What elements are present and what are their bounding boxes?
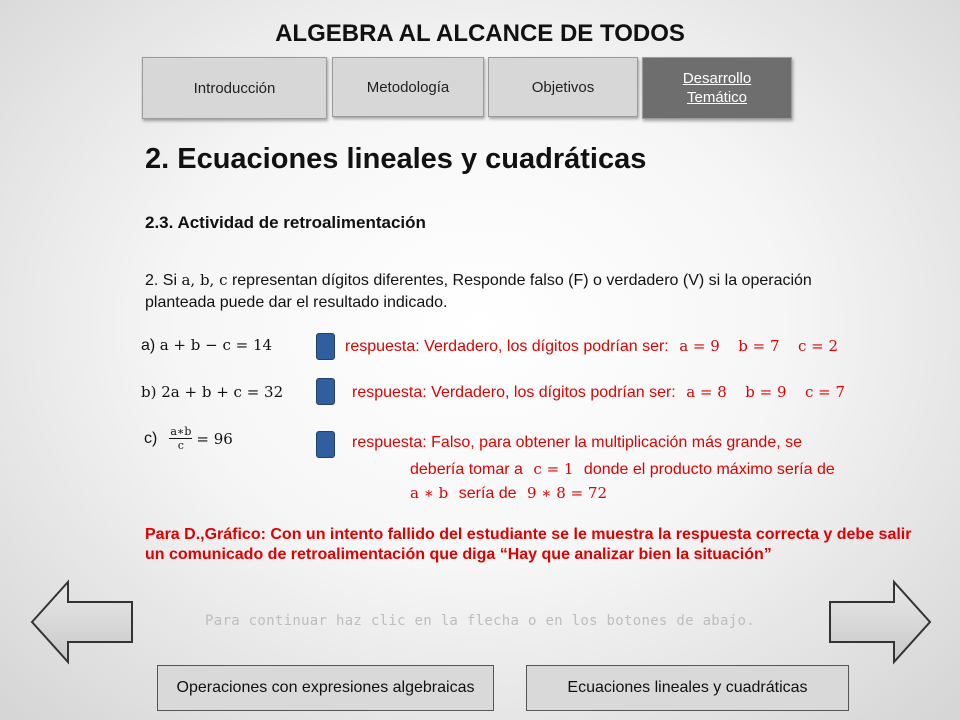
question-text-line1: representan dígitos diferentes, Responde falso (F) o verdadero (V) si la operación xyxy=(231,272,812,289)
item-c-answer-button[interactable] xyxy=(316,431,335,458)
item-c-answer-line1: respuesta: Falso, para obtener la multiplicación más grande, se xyxy=(352,434,803,451)
item-c-answer-line2-post: donde el producto máximo sería de xyxy=(583,461,835,478)
question-line1 xyxy=(145,271,812,290)
item-a-value-b: b = 7 xyxy=(738,337,780,355)
item-c-answer-line3 xyxy=(410,484,607,503)
item-a-answer xyxy=(345,337,838,356)
item-b-answer-text: respuesta: Verdadero, los dígitos podrían ser: xyxy=(352,384,676,401)
item-b-answer xyxy=(352,383,845,402)
item-b-value-b: b = 9 xyxy=(745,383,787,401)
item-b-value-c: c = 7 xyxy=(804,383,846,401)
feedback-note: Para D.,Gráfico: Con un intento fallido del estudiante se le muestra la respuesta correcta y debe salir un comunicado de retroalimentación que diga “Hay que analizar bien la situación” xyxy=(145,526,912,563)
item-c-answer-line3-math2: 9 ∗ 8 = 72 xyxy=(527,484,608,502)
nav-desarrollo-label-line1: Desarrollo xyxy=(682,69,752,87)
item-c-answer-line2-pre: debería tomar a xyxy=(410,461,523,478)
nav-objetivos-button[interactable]: Objetivos xyxy=(488,57,638,117)
item-a-answer-text: respuesta: Verdadero, los dígitos podrían ser: xyxy=(345,338,669,355)
item-a-math: a + b − c = 14 xyxy=(159,336,273,354)
item-c-fraction xyxy=(169,425,192,452)
section-subtitle: 2.3. Actividad de retroalimentación xyxy=(145,213,426,232)
prev-topic-button[interactable]: Operaciones con expresiones algebraicas xyxy=(157,665,494,711)
item-a-value-a: a = 9 xyxy=(679,337,720,355)
item-c-answer-line2 xyxy=(410,460,835,479)
item-c-answer-line2-math: c = 1 xyxy=(533,460,574,478)
nav-metodologia-button[interactable]: Metodología xyxy=(332,57,484,117)
item-a-equation xyxy=(141,336,272,355)
nav-desarrollo-tematico-button[interactable] xyxy=(642,57,792,119)
section-title: 2. Ecuaciones lineales y cuadráticas xyxy=(145,143,647,175)
question-vars: a, b, c xyxy=(181,271,228,289)
item-b-label: b) xyxy=(141,383,157,401)
item-c-answer-line3-math1: a ∗ b xyxy=(410,484,449,502)
continue-hint: Para continuar haz clic en la flecha o en los botones de abajo. xyxy=(205,613,755,629)
item-a-label: a) xyxy=(141,337,156,354)
item-c-frac-num: a∗b xyxy=(170,425,192,438)
item-b-equation xyxy=(141,383,283,401)
item-c-frac-den: c xyxy=(177,439,184,452)
question-prefix: 2. Si xyxy=(145,272,178,289)
item-b-math: 2a + b + c = 32 xyxy=(161,383,284,401)
item-c-label: c) xyxy=(144,429,158,447)
page-title: ALGEBRA AL ALCANCE DE TODOS xyxy=(275,20,685,47)
question-text-line2: planteada puede dar el resultado indicado. xyxy=(145,294,448,311)
item-c-answer-line3-mid: sería de xyxy=(458,485,517,502)
item-a-answer-button[interactable] xyxy=(316,333,335,360)
item-c-rhs: = 96 xyxy=(196,429,233,448)
item-b-answer-button[interactable] xyxy=(316,378,335,405)
nav-desarrollo-label-line2: Temático xyxy=(686,89,748,106)
next-topic-button[interactable]: Ecuaciones lineales y cuadráticas xyxy=(526,665,849,711)
item-c-equation xyxy=(144,425,233,452)
item-b-value-a: a = 8 xyxy=(686,383,727,401)
item-a-value-c: c = 2 xyxy=(797,337,839,355)
nav-introduccion-button[interactable]: Introducción xyxy=(142,57,327,119)
